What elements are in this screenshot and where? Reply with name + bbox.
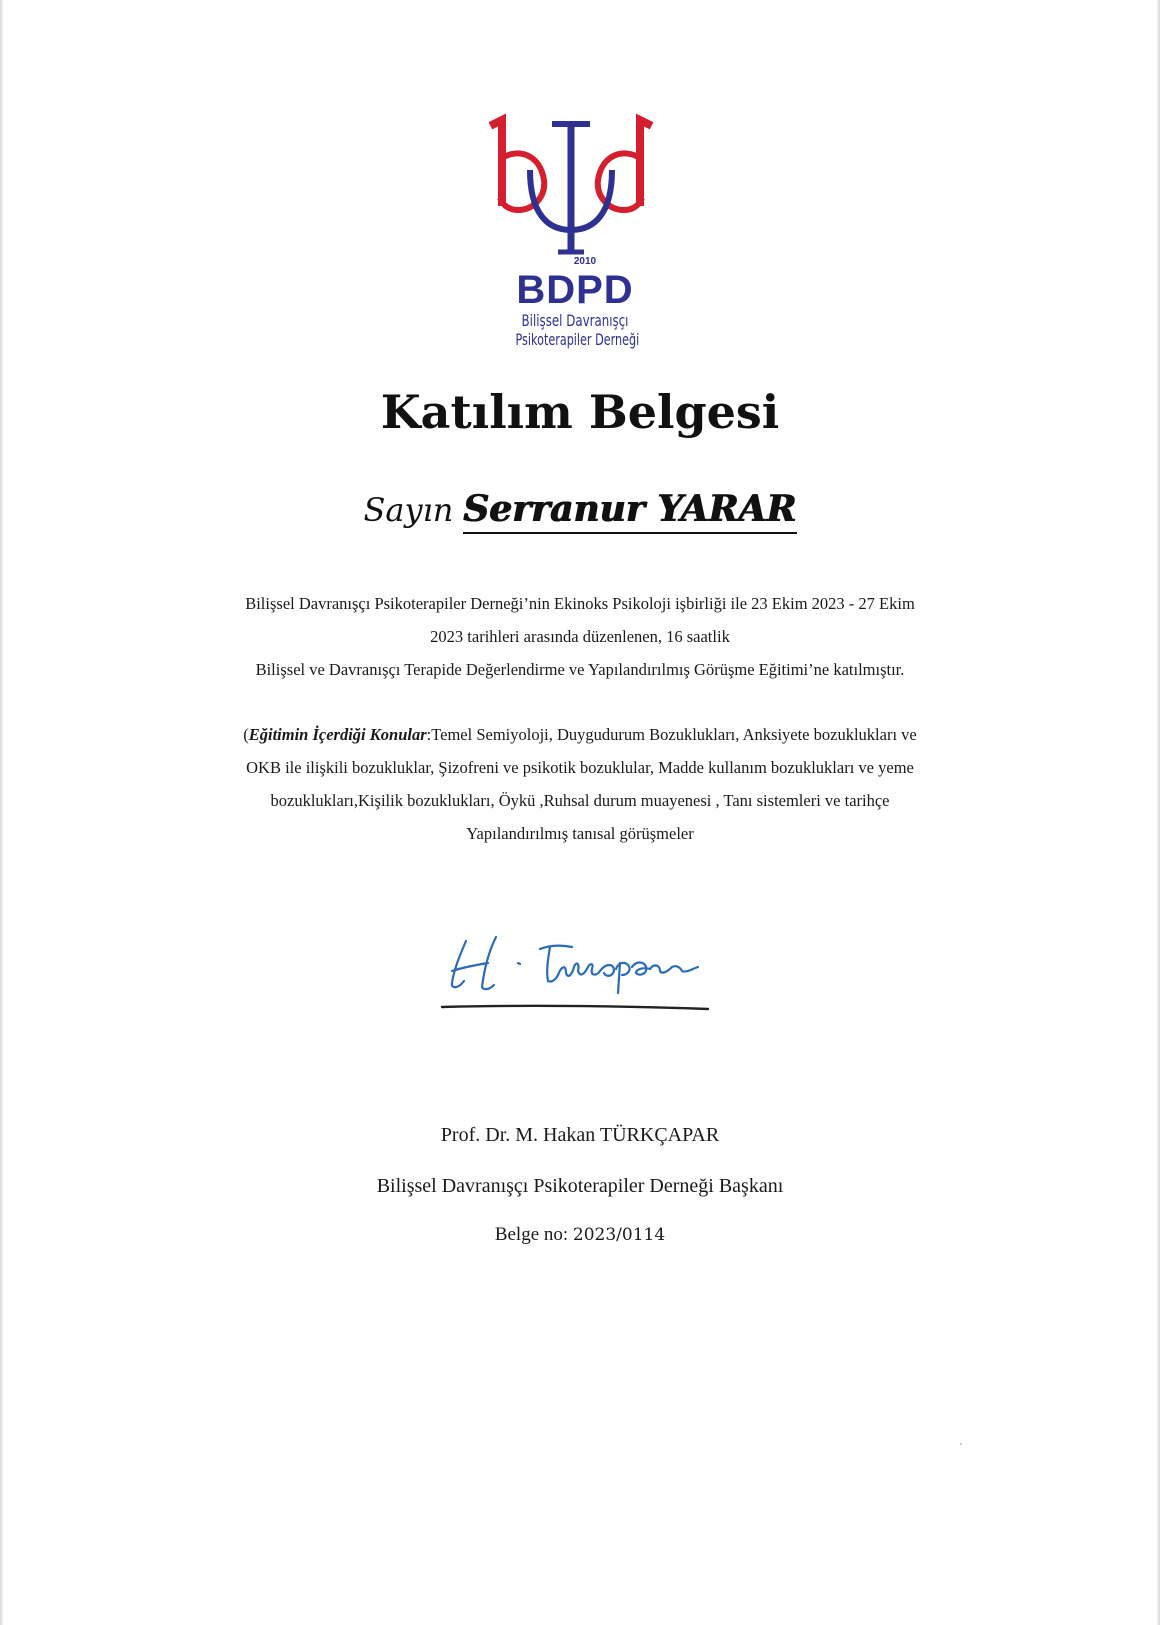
document-number-line [0,1221,1160,1249]
salutation-word: Sayın [363,491,454,529]
signatory-name: Prof. Dr. M. Hakan TÜRKÇAPAR [440,1124,720,1146]
description-line: Bilişsel ve Davranışçı Terapide Değerlendirme ve Yapılandırılmış Görüşme Eğitimi’ne katılmıştır. [255,660,905,679]
psi-emblem-icon [490,118,660,268]
document-number: 2023/0114 [572,1225,666,1245]
logo-abbreviation: BDPD [516,268,634,312]
salutation-line [0,484,1160,542]
handwritten-signature-icon [440,935,740,1015]
certificate-description [150,587,1010,686]
training-topics [150,718,1010,850]
topics-line: Yapılandırılmış tanısal görüşmeler [466,824,694,843]
description-line: Bilişsel Davranışçı Psikoterapiler Derneği’nin Ekinoks Psikoloji işbirliği ile 23 Ekim 2023 - 27 Ekim [245,594,915,613]
recipient-name: Serranur YARAR [463,488,796,534]
logo-year: 2010 [560,256,610,267]
description-line: 2023 tarihleri arasında düzenlenen, 16 saatlik [430,627,730,646]
signatory-role: Bilişsel Davranışçı Psikoterapiler Derneği Başkanı [376,1175,784,1197]
topics-line [150,718,1010,751]
certificate-title: Katılım Belgesi [380,385,780,439]
logo-name-line2: Psikoterapiler Derneği [515,330,640,349]
topics-line: bozuklukları,Kişilik bozuklukları, Öykü ,Ruhsal durum muayenesi , Tanı sistemleri ve tarihçe [270,791,890,810]
page-edge-left [0,0,3,1625]
logo-name-line1: Bilişsel Davranışçı [521,311,629,330]
topics-line1-text: :Temel Semiyoloji, Duygudurum Bozuklukları, Anksiyete bozuklukları ve [426,725,917,744]
document-number-label: Belge no: [494,1224,569,1245]
bdpd-logo [490,118,680,353]
signature-image [440,935,740,1015]
scan-speck [960,1443,962,1445]
topics-label: Eğitimin İçerdiği Konular [248,725,427,744]
topics-open-paren: ( [243,725,249,744]
topics-line: OKB ile ilişkili bozukluklar, Şizofreni ve psikotik bozuklular, Madde kullanım bozuklukları ve yeme [246,758,914,777]
